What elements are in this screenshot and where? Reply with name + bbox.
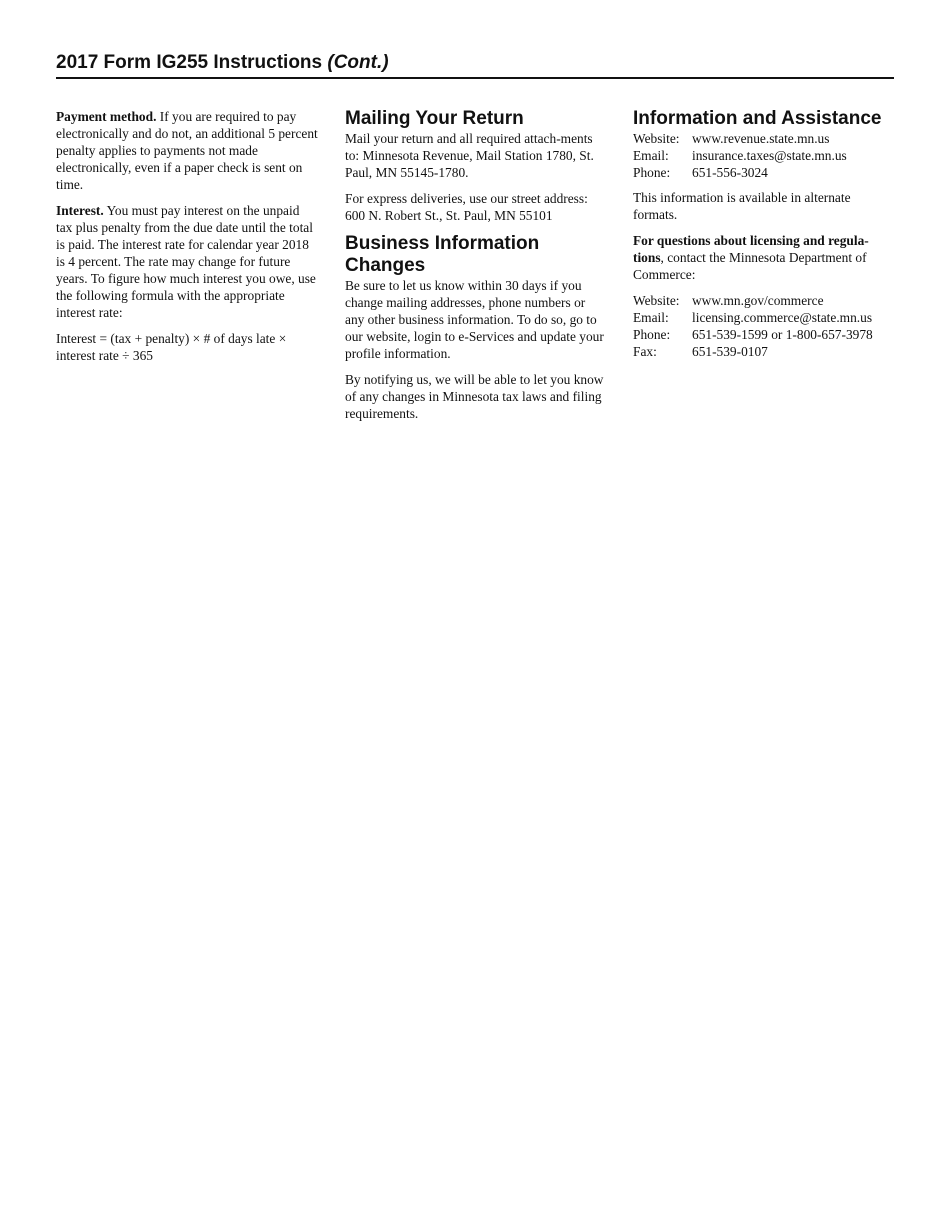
commerce-fax: 651-539-0107 — [692, 344, 768, 359]
interest-paragraph — [56, 202, 318, 321]
page-header — [56, 52, 894, 79]
payment-method-heading: Payment method. — [56, 109, 157, 124]
contact-label: Website: — [633, 131, 680, 146]
mailing-heading: Mailing Your Return — [345, 108, 524, 129]
contact-label: Phone: — [633, 327, 671, 342]
commerce-phone: 651-539-1599 or 1-800-657-3978 — [692, 327, 873, 342]
table-row — [633, 326, 873, 343]
commerce-website-link[interactable]: www.mn.gov/commerce — [692, 293, 824, 308]
business-info-heading: Business Information Changes — [345, 233, 540, 276]
business-info-paragraph-1: Be sure to let us know within 30 days if you change mailing addresses, phone numbers or any other business information. To do so, go to our website, login to e-Services and update your profile information. — [345, 278, 604, 361]
revenue-phone: 651-556-3024 — [692, 165, 768, 180]
contact-label: Website: — [633, 293, 680, 308]
interest-heading: Interest. — [56, 203, 104, 218]
commerce-contacts-table — [633, 292, 873, 360]
page-title: 2017 Form IG255 Instructions — [56, 52, 323, 73]
column-1 — [56, 108, 318, 373]
contact-label: Email: — [633, 310, 669, 325]
column-3 — [633, 108, 895, 368]
page-title-cont: (Cont.) — [327, 52, 389, 73]
table-row — [633, 164, 847, 181]
table-row — [633, 130, 847, 147]
table-row — [633, 309, 873, 326]
revenue-website-link[interactable]: www.revenue.state.mn.us — [692, 131, 830, 146]
column-2 — [345, 108, 607, 431]
table-row — [633, 343, 873, 360]
assistance-heading: Information and Assistance — [633, 108, 882, 129]
revenue-contacts-table — [633, 130, 847, 181]
mailing-paragraph-2: For express deliveries, use our street address: 600 N. Robert St., St. Paul, MN 55101 — [345, 191, 588, 223]
revenue-email-link[interactable]: insurance.taxes@state.mn.us — [692, 148, 847, 163]
business-info-paragraph-2: By notifying us, we will be able to let you know of any changes in Minnesota tax laws and filing requirements. — [345, 372, 604, 421]
commerce-email-link[interactable]: licensing.commerce@state.mn.us — [692, 310, 873, 325]
table-row — [633, 292, 873, 309]
contact-label: Phone: — [633, 165, 671, 180]
licensing-questions-bold: For questions about licensing and regula-tions — [633, 233, 869, 265]
licensing-questions-text: , contact the Minnesota Department of Commerce: — [633, 250, 867, 282]
contact-label: Email: — [633, 148, 669, 163]
licensing-questions-paragraph — [633, 232, 895, 283]
contact-label: Fax: — [633, 344, 657, 359]
payment-method-paragraph — [56, 108, 318, 193]
mailing-paragraph-1: Mail your return and all required attach-ments to: Minnesota Revenue, Mail Station 1780, St. Paul, MN 55145-1780. — [345, 131, 594, 180]
payment-method-text: If you are required to pay electronically and do not, an additional 5 percent penalty applies to payments not made electronically, even if a paper check is sent on time. — [56, 109, 318, 192]
interest-formula: Interest = (tax + penalty) × # of days late × interest rate ÷ 365 — [56, 331, 287, 363]
interest-text: You must pay interest on the unpaid tax plus penalty from the due date until the total is paid. The interest rate for calendar year 2018 is 4 percent. The rate may change for future years. To figure how much interest you owe, use the following formula with the appropriate interest rate: — [56, 203, 316, 320]
alternate-formats-note: This information is available in alternate formats. — [633, 190, 851, 222]
table-row — [633, 147, 847, 164]
